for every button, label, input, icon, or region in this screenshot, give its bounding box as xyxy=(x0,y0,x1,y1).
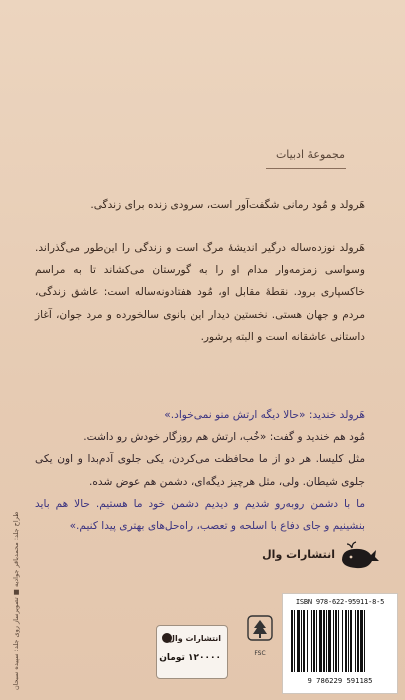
quote-block xyxy=(35,404,365,537)
cover-credits xyxy=(8,511,22,690)
whale-logo-icon xyxy=(338,540,380,572)
fsc-tree-icon xyxy=(247,615,273,645)
blurb-paragraph-2: هَرولد نوزده‌ساله درگیر اندیشهٔ مرگ است و زندگی را این‌طور می‌گذراند. وسواسی زمزمه‌وار مدام او را به گورستان می‌کشاند تا به مراسم خاکسپاری برود. نقطهٔ مقابل او، مُود هفتادونه‌ساله است: عاشق زندگی، مردم و جهان هستی. نخستین دیدار این بانوی سالخورده و مرد جوان، آغاز داستانی عاشقانه است و البته پرشور. xyxy=(35,242,365,343)
barcode-image xyxy=(291,610,389,672)
quote-line-1: هَرولد خندید: «حالا دیگه ارتش منو نمی‌خواد.» xyxy=(164,409,365,421)
fsc-badge xyxy=(245,615,275,670)
series-underline xyxy=(266,168,346,169)
series-title: مجموعهٔ ادبیات xyxy=(275,148,345,161)
price-value: ۱۲۰۰۰۰ تومان xyxy=(159,653,221,663)
price-publisher: انتشارات وال xyxy=(168,634,221,643)
price-sticker xyxy=(156,625,228,679)
barcode-digits: 9 786229 591185 xyxy=(307,676,373,685)
isbn-text: ISBN 978-622-95911-8-5 xyxy=(295,598,385,606)
barcode-panel xyxy=(282,593,398,694)
cover-credits-text: طراح جلد: محمدباقر جوادیه ■ تصویرساز روی جلد: سپیده سبحان xyxy=(12,511,20,690)
fsc-label: FSC xyxy=(254,650,266,657)
publisher-name: انتشارات وال xyxy=(262,548,335,561)
quote-line-2: مُود هم خندید و گفت: «خُب، ارتش هم روزگار خودش رو داشت. xyxy=(83,431,365,444)
quote-line-4: ما با دشمن روبه‌رو شدیم و دیدیم دشمن خود ما هستیم. حالا هم باید بنشینیم و جای دفاع با اسلحه و تعصب، راه‌حل‌های بهتری پیدا کنیم.» xyxy=(35,497,365,533)
quote-line-3: مثل کلیسا. هر دو از ما محافظت می‌کردن، یکی جلوی آدم‌بدا و اون یکی جلوی شیطان. ولی، مثل هرچیز دیگه‌ای، دشمن هم عوض شده. xyxy=(35,453,365,488)
blurb-paragraph-1: هَرولد و مُود رمانی شگفت‌آور است، سرودی زنده برای زندگی. xyxy=(90,199,365,211)
